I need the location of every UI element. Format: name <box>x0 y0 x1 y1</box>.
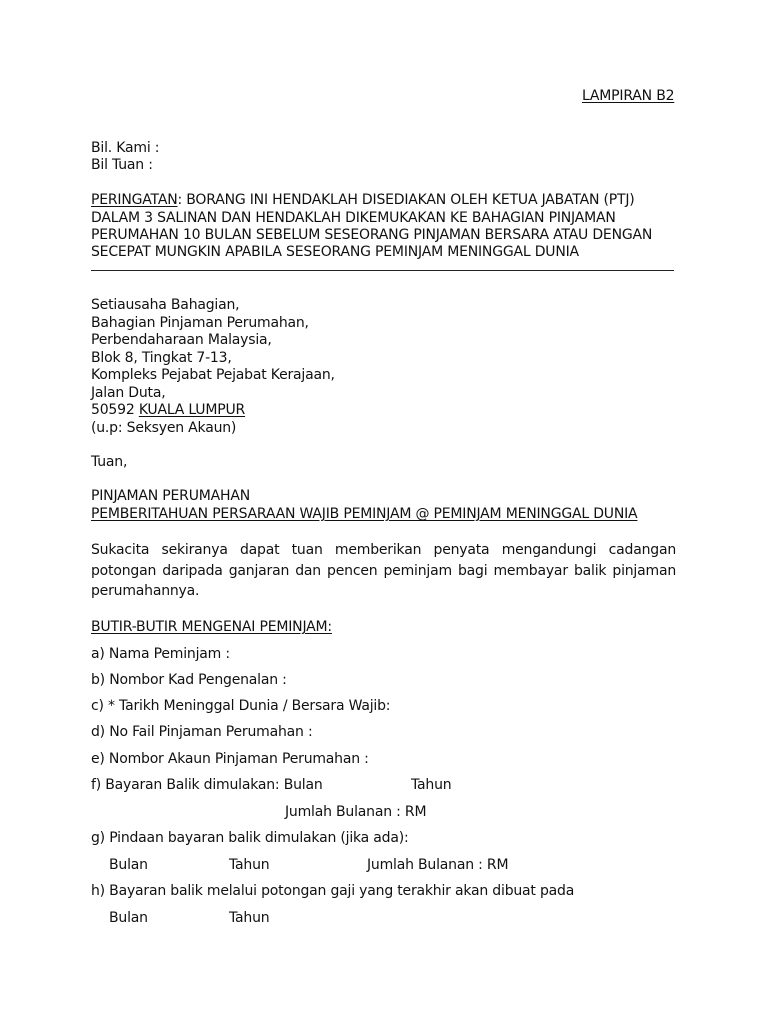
warning-line-2: DALAM 3 SALINAN DAN HENDAKLAH DIKEMUKAKAN KE BAHAGIAN PINJAMAN <box>91 210 616 226</box>
detail-item-e: e) Nombor Akaun Pinjaman Perumahan : <box>91 751 369 767</box>
divider <box>91 270 674 271</box>
address-postcode-line <box>91 402 245 419</box>
city: KUALA LUMPUR <box>138 402 246 418</box>
postcode: 50592 <box>91 402 135 418</box>
address-line-2: Bahagian Pinjaman Perumahan, <box>91 315 309 331</box>
our-reference: Bil. Kami : <box>91 140 160 156</box>
detail-g-tahun: Tahun <box>229 857 270 873</box>
address-line-1: Setiausaha Bahagian, <box>91 297 240 313</box>
body-paragraph: Sukacita sekiranya dapat tuan memberikan penyata mengandungi cadangan potongan daripada ganjaran dan pencen peminjam bagi membayar balik pinjaman perumahannya. <box>91 542 676 599</box>
detail-f-jumlah: Jumlah Bulanan : RM <box>285 804 427 820</box>
warning-line-1-text: : BORANG INI HENDAKLAH DISEDIAKAN OLEH KETUA JABATAN (PTJ) <box>177 192 635 208</box>
detail-item-c: c) * Tarikh Meninggal Dunia / Bersara Wajib: <box>91 698 391 714</box>
detail-h-bulan: Bulan <box>109 910 148 926</box>
warning-line-1 <box>91 192 635 209</box>
your-reference: Bil Tuan : <box>91 157 153 173</box>
address-line-5: Kompleks Pejabat Pejabat Kerajaan, <box>91 367 335 383</box>
address-line-3: Perbendaharaan Malaysia, <box>91 332 272 348</box>
detail-f-tahun: Tahun <box>411 777 452 793</box>
address-line-6: Jalan Duta, <box>91 385 166 401</box>
address-line-4: Blok 8, Tingkat 7-13, <box>91 350 232 366</box>
salutation: Tuan, <box>91 454 128 470</box>
subject-line-1: PINJAMAN PERUMAHAN <box>91 488 250 504</box>
detail-item-h: h) Bayaran balik melalui potongan gaji yang terakhir akan dibuat pada <box>91 883 575 899</box>
subject-line-2: PEMBERITAHUAN PERSARAAN WAJIB PEMINJAM @ PEMINJAM MENINGGAL DUNIA <box>91 506 638 522</box>
detail-item-f: f) Bayaran Balik dimulakan: Bulan <box>91 777 323 793</box>
detail-item-a: a) Nama Peminjam : <box>91 646 230 662</box>
detail-item-d: d) No Fail Pinjaman Perumahan : <box>91 724 313 740</box>
attachment-label: LAMPIRAN B2 <box>582 88 675 104</box>
warning-label: PERINGATAN <box>91 192 178 208</box>
detail-g-bulan: Bulan <box>109 857 148 873</box>
detail-g-jumlah: Jumlah Bulanan : RM <box>367 857 509 873</box>
detail-h-tahun: Tahun <box>229 910 270 926</box>
detail-item-b: b) Nombor Kad Pengenalan : <box>91 672 287 688</box>
attention-line: (u.p: Seksyen Akaun) <box>91 420 237 436</box>
details-heading: BUTIR-BUTIR MENGENAI PEMINJAM: <box>91 619 332 635</box>
warning-line-4: SECEPAT MUNGKIN APABILA SESEORANG PEMINJAM MENINGGAL DUNIA <box>91 244 579 260</box>
detail-item-g: g) Pindaan bayaran balik dimulakan (jika ada): <box>91 830 409 846</box>
warning-line-3: PERUMAHAN 10 BULAN SEBELUM SESEORANG PINJAMAN BERSARA ATAU DENGAN <box>91 227 653 243</box>
